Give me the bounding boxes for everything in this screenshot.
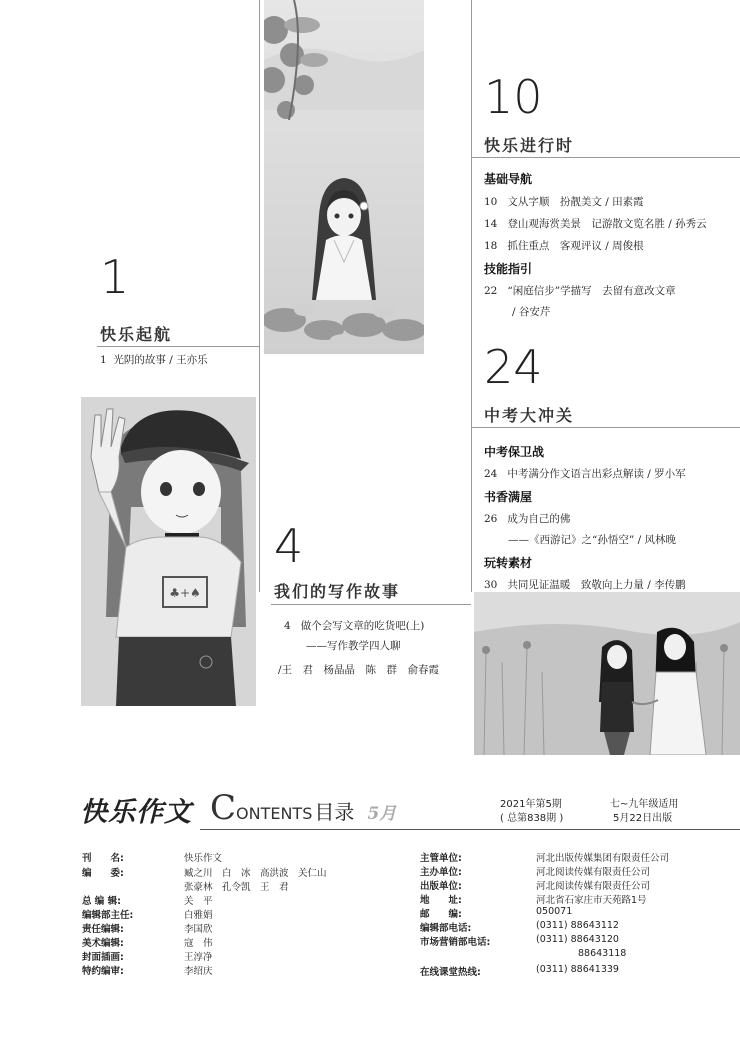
toc-page: 14: [484, 218, 498, 230]
contents-heading: [210, 788, 396, 828]
toc-text: 登山观海赏美景 记游散文览名胜 / 孙秀云: [507, 218, 707, 230]
toc-text: “闲庭信步”学描写 去留有意改文章: [507, 285, 676, 297]
credit-label: 责任编辑:: [82, 924, 124, 935]
toc-entry[interactable]: [484, 283, 676, 298]
section-number-10: 10: [484, 70, 543, 124]
credit-label: 总 编 辑:: [82, 896, 121, 907]
credit-value: 李绍庆: [184, 966, 213, 977]
toc-text: 共同见证温暖 致敬向上力量 / 李传鹏: [507, 579, 686, 591]
credit-value: (0311) 88643112: [536, 920, 619, 931]
toc-group-title: 中考保卫战: [484, 445, 545, 459]
contents-cn: 目录: [314, 800, 355, 824]
section-number-1: 1: [100, 250, 130, 304]
credit-value: 88643118: [578, 948, 627, 959]
illustration-two-girls: [474, 592, 740, 755]
toc-entry[interactable]: [484, 466, 686, 481]
credit-value: 河北省石家庄市天苑路1号: [536, 895, 647, 906]
issue-number: 2021年第5期: [500, 799, 562, 810]
section-number-24: 24: [484, 340, 543, 394]
credit-value: 关 平: [184, 896, 213, 907]
toc-text: 中考满分作文语言出彩点解读 / 罗小军: [507, 468, 686, 480]
credit-label: 编辑部主任:: [82, 910, 134, 921]
section-title-10: 快乐进行时: [484, 136, 575, 155]
section-rule-1: [97, 346, 259, 347]
toc-entry[interactable]: [284, 618, 424, 633]
credit-value: 河北阅读传媒有限责任公司: [536, 867, 651, 878]
toc-text: 做个会写文章的吃货吧(上): [300, 620, 425, 632]
toc-page: 1: [100, 354, 107, 366]
divider-right: [471, 0, 472, 592]
credit-value: 快乐作文: [184, 853, 223, 864]
toc-page: 4: [284, 620, 291, 632]
toc-group-title: 书香满屋: [484, 490, 533, 504]
contents-initial: C: [210, 788, 237, 828]
illustration-girl-cap: [81, 397, 256, 706]
illustration-girl-flowers: [264, 0, 424, 354]
toc-page: 30: [484, 579, 498, 591]
toc-entry[interactable]: [484, 511, 570, 526]
credit-label: 编辑部电话:: [420, 923, 472, 934]
section-rule-24: [471, 427, 740, 428]
credit-label: 地 址:: [420, 895, 462, 906]
credit-value: (0311) 88641339: [536, 964, 619, 975]
toc-entry[interactable]: [484, 577, 686, 592]
toc-text: 抓住重点 客观评议 / 周俊根: [507, 240, 644, 252]
credit-label: 封面插画:: [82, 952, 124, 963]
credit-label: 市场营销部电话:: [420, 937, 491, 948]
credit-label: 特约编审:: [82, 966, 124, 977]
credit-value: 河北出版传媒集团有限责任公司: [536, 853, 670, 864]
credit-value: (0311) 88643120: [536, 934, 619, 945]
svg-text:♣+♠: ♣+♠: [169, 586, 201, 600]
toc-page: 26: [484, 513, 498, 525]
toc-entry-subtitle: ——写作教学四人聊: [306, 640, 401, 652]
toc-group-title: 技能指引: [484, 262, 533, 276]
total-issue: ( 总第838期 ): [500, 813, 564, 824]
toc-page: 10: [484, 196, 498, 208]
toc-group-title: 玩转素材: [484, 556, 533, 570]
credit-label: 美术编辑:: [82, 938, 124, 949]
section-title-24: 中考大冲关: [484, 406, 575, 425]
credit-label: 在线课堂热线:: [420, 967, 481, 978]
credit-label: 刊 名:: [82, 853, 124, 864]
toc-entry-subtitle: ——《西游记》之“孙悟空” / 风林晚: [508, 534, 676, 546]
contents-word: ONTENTS: [236, 804, 313, 823]
toc-text: 成为自己的佛: [507, 513, 571, 525]
credit-value: 李国欣: [184, 924, 213, 935]
credit-value: 白雅娟: [184, 910, 213, 921]
divider-left: [259, 0, 260, 592]
section-rule-10: [471, 157, 740, 158]
credit-value: 王淳净: [184, 952, 213, 963]
credit-value: 河北阅读传媒有限责任公司: [536, 881, 651, 892]
toc-entry[interactable]: [484, 238, 644, 253]
credit-value: 050071: [536, 906, 573, 917]
masthead-rule: [200, 829, 740, 830]
toc-page: 22: [484, 285, 498, 297]
credit-value: 张豪林 孔令凯 王 君: [184, 882, 289, 893]
toc-page: 18: [484, 240, 498, 252]
toc-entry[interactable]: [100, 352, 208, 367]
section-rule-4: [271, 604, 471, 605]
credit-label: 邮 编:: [420, 909, 462, 920]
credit-value: 臧之川 白 冰 高洪波 关仁山: [184, 868, 327, 879]
toc-entry[interactable]: [484, 194, 644, 209]
toc-text: 文从字顺 扮靓美文 / 田素霞: [507, 196, 644, 208]
issue-month: 5月: [367, 804, 397, 824]
section-title-1: 快乐起航: [100, 325, 173, 344]
toc-page: 24: [484, 468, 498, 480]
toc-text: 光阴的故事 / 王亦乐: [113, 354, 208, 366]
section-title-4: 我们的写作故事: [274, 582, 401, 601]
magazine-logo: 快乐作文: [80, 797, 192, 828]
credit-label: 主办单位:: [420, 867, 462, 878]
credit-label: 主管单位:: [420, 853, 462, 864]
section-number-4: 4: [274, 519, 304, 573]
grade-range: 七~九年级适用: [610, 799, 679, 810]
toc-group-title: 基础导航: [484, 172, 533, 186]
toc-entry-authors: /王 君 杨晶晶 陈 群 俞春霞: [278, 664, 440, 676]
credit-label: 编 委:: [82, 868, 124, 879]
credit-label: 出版单位:: [420, 881, 462, 892]
publish-date: 5月22日出版: [613, 813, 673, 824]
toc-entry[interactable]: [484, 216, 707, 231]
credit-value: 寇 伟: [184, 938, 213, 949]
toc-entry-author: / 谷安芹: [512, 306, 551, 318]
